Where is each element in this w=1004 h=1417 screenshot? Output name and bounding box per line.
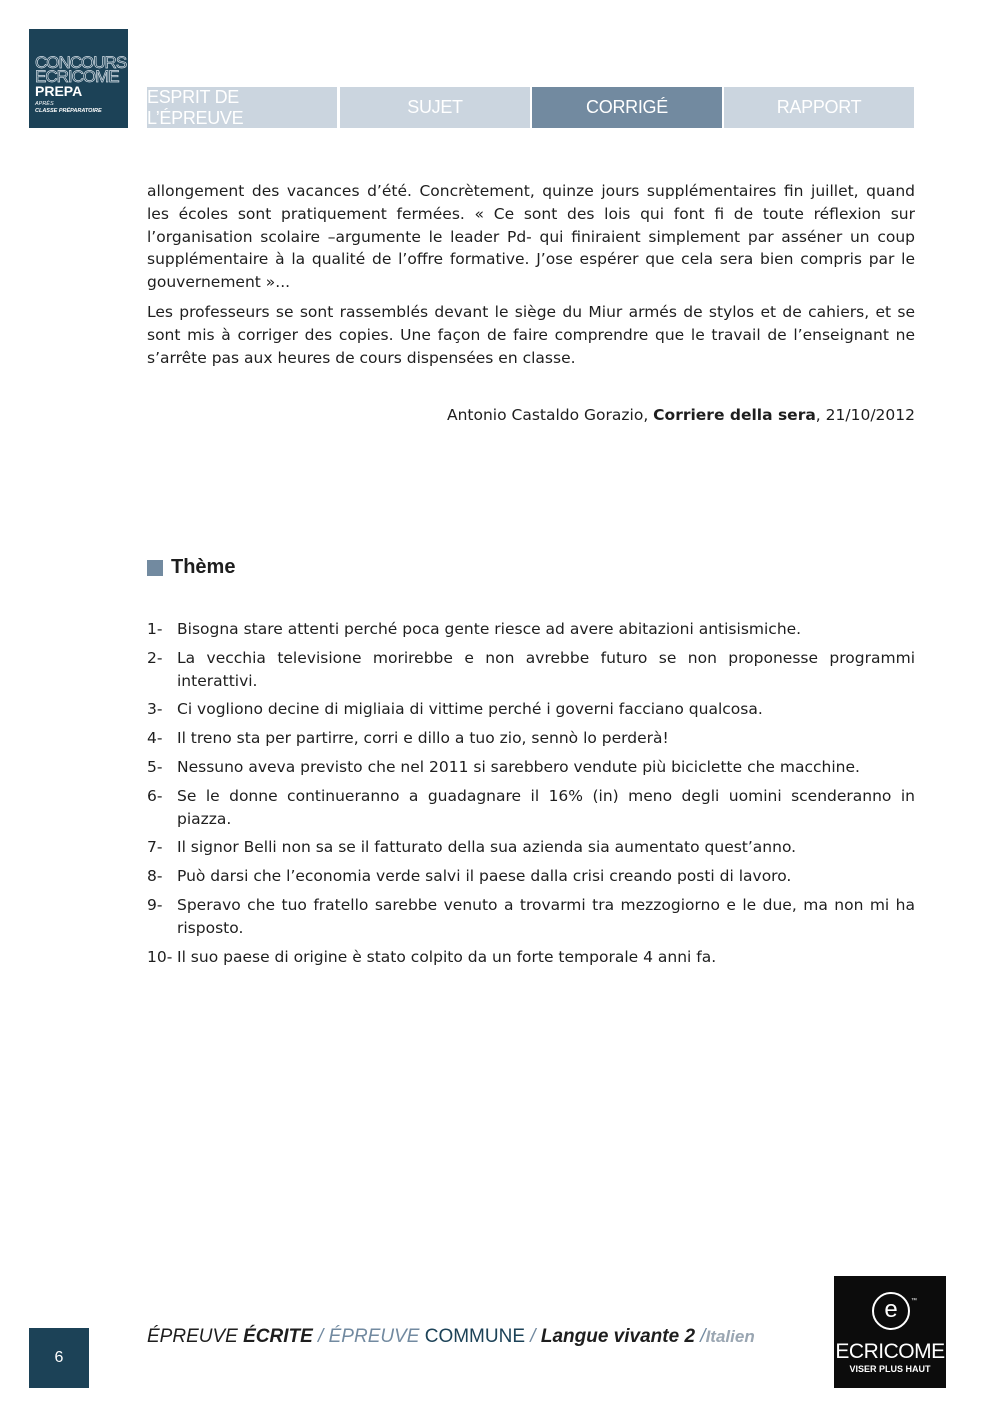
list-item-number: 8-	[147, 867, 163, 886]
e-circle-icon: e	[872, 1292, 910, 1330]
list-item-text: Il suo paese di origine è stato colpito da un forte temporale 4 anni fa.	[177, 947, 717, 966]
footer-separator: /	[525, 1326, 541, 1347]
list-item	[147, 727, 915, 750]
footer-langue-vivante: Langue vivante 2	[540, 1326, 696, 1347]
list-item	[147, 894, 915, 940]
list-item-text: Ci vogliono decine di migliaia di vittime perché i governi facciano qualcosa.	[177, 700, 763, 719]
list-item-number: 10-	[147, 947, 173, 966]
footer-breadcrumb	[147, 1326, 755, 1348]
list-item-number: 2-	[147, 648, 163, 667]
list-item-text: La vecchia televisione morirebbe e non avrebbe futuro se non proponesse programmi interattivi.	[177, 648, 915, 690]
list-item-text: Nessuno aveva previsto che nel 2011 si sarebbero vendute più biciclette che macchine.	[177, 757, 860, 776]
list-item	[147, 618, 915, 641]
article-paragraph-2: Les professeurs se sont rassemblés devant le siège du Miur armés de stylos et de cahiers, et se sont mis à corriger des copies. Une façon de faire comprendre que le travail de l’enseignant ne s’arrête pas aux heures de cours dispensées en classe.	[147, 303, 915, 367]
concours-ecricome-prepa-logo	[29, 29, 128, 128]
brand-name: ECRICOME	[835, 1340, 945, 1363]
list-item-number: 7-	[147, 838, 163, 857]
citation-source: Corriere della sera	[653, 406, 816, 424]
list-item-text: Speravo che tuo fratello sarebbe venuto a trovarmi tra mezzogiorno e le due, ma non mi ha risposto.	[177, 895, 915, 937]
tab-corrige[interactable]: CORRIGÉ	[532, 87, 722, 128]
citation-date: , 21/10/2012	[815, 406, 915, 424]
list-item	[147, 836, 915, 859]
list-item	[147, 756, 915, 779]
list-item-text: Se le donne continueranno a guadagnare il 16% (in) meno degli uomini scenderanno in piazza.	[177, 786, 915, 828]
theme-list	[147, 618, 915, 974]
theme-heading	[147, 556, 235, 579]
footer-separator: /	[695, 1326, 706, 1347]
list-item-number: 9-	[147, 895, 163, 914]
citation-author: Antonio Castaldo Gorazio,	[446, 406, 654, 424]
brand-tagline: VISER PLUS HAUT	[849, 1364, 931, 1374]
footer-separator: /	[312, 1326, 329, 1347]
logo-line-ecricome: ECRICOME	[35, 67, 119, 86]
article-paragraph-1: allongement des vacances d’été. Concrètement, quinze jours supplémentaires fin juillet, quand les écoles sont pratiquement fermées. « Ce sont des lois qui font fi de toute réflexion sur l’organisation scolaire –argumente le leader Pd- qui finiraient simplement par asséner un coup supplémentaire à la qualité de l’offre formative. J’ose espérer que cela sera bien compris par le gouvernement »...	[147, 182, 915, 292]
footer-italien: Italien	[705, 1327, 755, 1346]
logo-line-classe: CLASSE PRÉPARATOIRE	[35, 108, 102, 114]
footer-commune: COMMUNE	[424, 1326, 525, 1347]
list-item	[147, 785, 915, 831]
list-item	[147, 865, 915, 888]
footer-epreuve-1: ÉPREUVE	[147, 1326, 244, 1347]
theme-title: Thème	[171, 556, 236, 578]
article-citation	[447, 404, 915, 426]
tab-esprit-de-l-epreuve[interactable]: ESPRIT DE L’ÉPREUVE	[147, 87, 337, 128]
ecricome-brand-logo	[834, 1276, 946, 1388]
logo-line-prepa: PREPA	[35, 83, 83, 99]
logo-line-apres: APRÈS	[35, 101, 54, 107]
list-item	[147, 946, 915, 969]
list-item-text: Bisogna stare attenti perché poca gente riesce ad avere abitazioni antisismiche.	[177, 620, 802, 638]
list-item-number: 4-	[147, 729, 163, 748]
footer-ecrite: ÉCRITE	[243, 1326, 313, 1347]
logo-line-concours: CONCOURS	[35, 53, 127, 72]
tab-rapport[interactable]: RAPPORT	[724, 87, 914, 128]
square-bullet-icon	[147, 560, 163, 576]
page-number: 6	[29, 1328, 89, 1388]
list-item	[147, 647, 915, 693]
list-item-text: Il treno sta per partirre, corri e dillo a tuo zio, sennò lo perderà!	[177, 729, 669, 748]
list-item-number: 6-	[147, 786, 163, 805]
tab-sujet[interactable]: SUJET	[340, 87, 530, 128]
list-item-number: 3-	[147, 700, 163, 719]
list-item-text: Può darsi che l’economia verde salvi il paese dalla crisi creando posti di lavoro.	[177, 867, 792, 886]
trademark-sign: ™	[911, 1298, 917, 1304]
footer-epreuve-2: ÉPREUVE	[328, 1326, 425, 1347]
list-item-text: Il signor Belli non sa se il fatturato della sua azienda sia aumentato quest’anno.	[177, 838, 797, 857]
list-item-number: 1-	[147, 620, 163, 638]
list-item-number: 5-	[147, 757, 163, 776]
list-item	[147, 698, 915, 721]
